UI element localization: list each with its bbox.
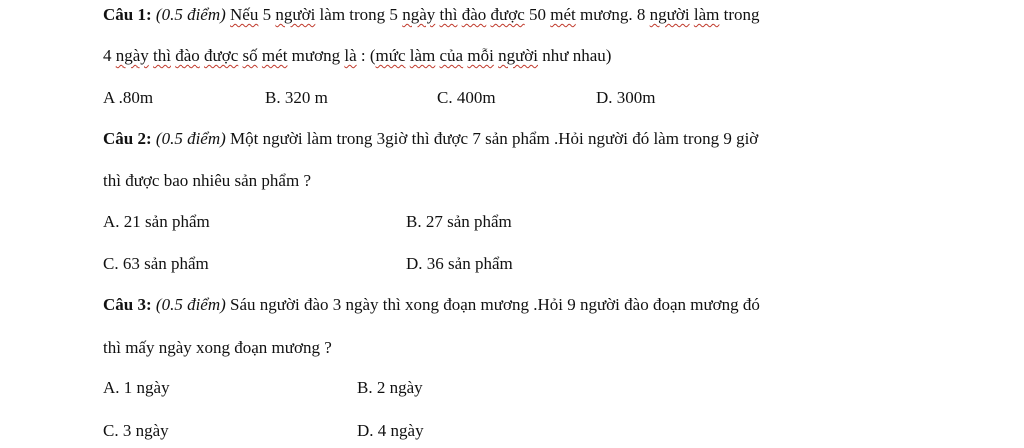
question-3-text: Sáu người đào 3 ngày thì xong đoạn mương .Hỏi 9 người đào đoạn mương đó — [225, 295, 760, 314]
text-segment: mương — [287, 46, 345, 65]
question-1-option-b: B. 320 m — [265, 88, 328, 107]
question-1-label: Câu 1: — [103, 5, 152, 24]
text-segment: mương. 8 — [575, 5, 650, 24]
question-2-line-2: thì được bao nhiêu sản phẩm ? — [103, 171, 311, 190]
spell-flagged-word: là — [344, 46, 357, 65]
spell-flagged-word: mức — [375, 46, 406, 65]
question-2-points: (0.5 điểm) — [155, 129, 226, 148]
question-1-option-a: A .80m — [103, 88, 154, 107]
question-1-option-d: D. 300m — [596, 88, 656, 107]
text-segment: : ( — [356, 46, 376, 65]
question-3-label: Câu 3: — [103, 295, 152, 314]
question-2-option-a: A. 21 sản phẩm — [103, 212, 210, 231]
spell-flagged-word: làm — [409, 46, 436, 65]
spell-flagged-word: người — [275, 5, 316, 24]
question-3-points: (0.5 điểm) — [155, 295, 226, 314]
spell-flagged-word: người — [649, 5, 690, 24]
spell-flagged-word: thì — [153, 46, 171, 65]
question-3-line-2: thì mấy ngày xong đoạn mương ? — [103, 338, 332, 357]
spell-flagged-word: mét — [550, 5, 576, 24]
text-segment: 4 — [103, 46, 116, 65]
spell-flagged-word: được — [204, 46, 239, 65]
question-2-label: Câu 2: — [103, 129, 152, 148]
question-1-points: (0.5 điểm) — [155, 5, 226, 24]
spell-flagged-word: ngày — [402, 5, 436, 24]
question-1-option-c: C. 400m — [437, 88, 496, 107]
question-3-option-d: D. 4 ngày — [357, 421, 424, 440]
text-segment: trong — [719, 5, 760, 24]
spell-flagged-word: Nếu — [230, 5, 259, 24]
spell-flagged-word: số — [242, 46, 258, 65]
question-2-option-c: C. 63 sản phẩm — [103, 254, 209, 273]
spell-flagged-word: mỗi — [467, 46, 494, 65]
spell-flagged-word: mét — [261, 46, 288, 65]
spell-flagged-word: được — [490, 5, 525, 24]
spell-flagged-word: của — [439, 46, 464, 65]
question-3-option-a: A. 1 ngày — [103, 378, 170, 397]
question-2-text: Một người làm trong 3giờ thì được 7 sản phẩm .Hỏi người đó làm trong 9 giờ — [225, 129, 759, 148]
spell-flagged-word: thì — [439, 5, 458, 24]
spell-flagged-word: đào — [175, 46, 200, 65]
spell-flagged-word: người — [498, 46, 538, 65]
question-1-line-2 — [103, 46, 611, 66]
question-3-option-b: B. 2 ngày — [357, 378, 423, 397]
text-segment: như nhau) — [538, 46, 612, 65]
text-segment: làm trong 5 — [315, 5, 403, 24]
question-2-option-d: D. 36 sản phẩm — [406, 254, 513, 273]
question-3-line-1 — [103, 295, 760, 315]
spell-flagged-word: đào — [461, 5, 487, 24]
spell-flagged-word: làm — [693, 5, 720, 24]
spell-flagged-word: ngày — [115, 46, 149, 65]
question-2-line-1 — [103, 129, 758, 149]
text-segment: 50 — [524, 5, 551, 24]
question-3-option-c: C. 3 ngày — [103, 421, 169, 440]
text-segment: 5 — [258, 5, 276, 24]
question-1-line-1 — [103, 5, 760, 25]
question-2-option-b: B. 27 sản phẩm — [406, 212, 512, 231]
